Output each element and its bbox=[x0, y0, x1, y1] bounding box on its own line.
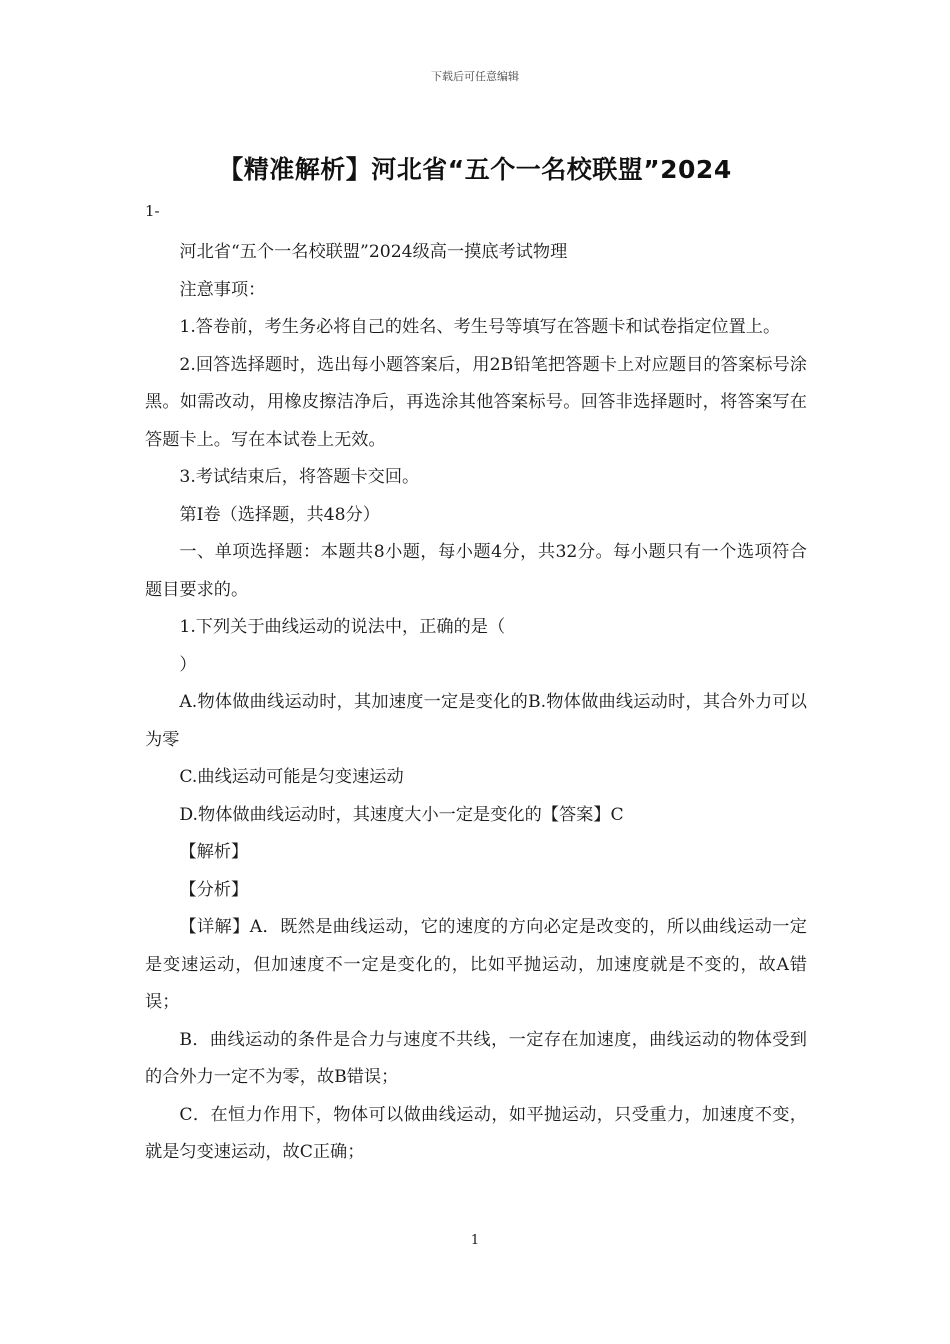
notice-item-2: 2.回答选择题时，选出每小题答案后，用2B铅笔把答题卡上对应题目的答案标号涂黑。如需改动，用橡皮擦洁净后，再选涂其他答案标号。回答非选择题时，将答案写在答题卡上。写在本试卷上无效。 bbox=[145, 354, 807, 450]
page-number: 1 bbox=[470, 1233, 480, 1248]
part-instructions: 一、单项选择题：本题共8小题，每小题4分，共32分。每小题只有一个选项符合题目要求的。 bbox=[145, 542, 807, 600]
question-1-bracket: ） bbox=[179, 654, 197, 675]
exam-heading: 河北省“五个一名校联盟”2024级高一摸底考试物理 bbox=[179, 242, 568, 262]
notice-item-1: 1.答卷前，考生务必将自己的姓名、考生号等填写在答题卡和试卷指定位置上。 bbox=[179, 317, 781, 337]
analysis-label: 【解析】 bbox=[179, 842, 249, 862]
explanation-a: 【详解】A．既然是曲线运动，它的速度的方向必定是改变的，所以曲线运动一定是变速运动，但加速度不一定是变化的，比如平抛运动，加速度就是不变的，故A错误； bbox=[145, 917, 807, 1012]
breakdown-label: 【分析】 bbox=[179, 879, 249, 900]
question-1-option-c: C.曲线运动可能是匀变速运动 bbox=[179, 767, 404, 787]
question-1-option-d-answer: D.物体做曲线运动时，其速度大小一定是变化的【答案】C bbox=[179, 804, 624, 825]
section-heading: 第Ⅰ卷（选择题，共48分） bbox=[179, 504, 380, 525]
header-note: 下载后可任意编辑 bbox=[431, 70, 519, 83]
page-marker: 1- bbox=[145, 202, 160, 220]
document-body bbox=[145, 234, 807, 1172]
notice-heading: 注意事项： bbox=[179, 279, 266, 300]
notice-item-3: 3.考试结束后，将答题卡交回。 bbox=[179, 467, 420, 487]
document-title: 【精准解析】河北省“五个一名校联盟”2024 bbox=[218, 155, 732, 184]
explanation-b: B．曲线运动的条件是合力与速度不共线，一定存在加速度，曲线运动的物体受到的合外力一定不为零，故B错误； bbox=[145, 1029, 807, 1087]
question-1-options-ab: A.物体做曲线运动时，其加速度一定是变化的B.物体做曲线运动时，其合外力可以为零 bbox=[145, 692, 807, 750]
explanation-c: C．在恒力作用下，物体可以做曲线运动，如平抛运动，只受重力，加速度不变，就是匀变速运动，故C正确； bbox=[145, 1104, 807, 1162]
question-1-stem: 1.下列关于曲线运动的说法中，正确的是（ bbox=[179, 617, 506, 637]
